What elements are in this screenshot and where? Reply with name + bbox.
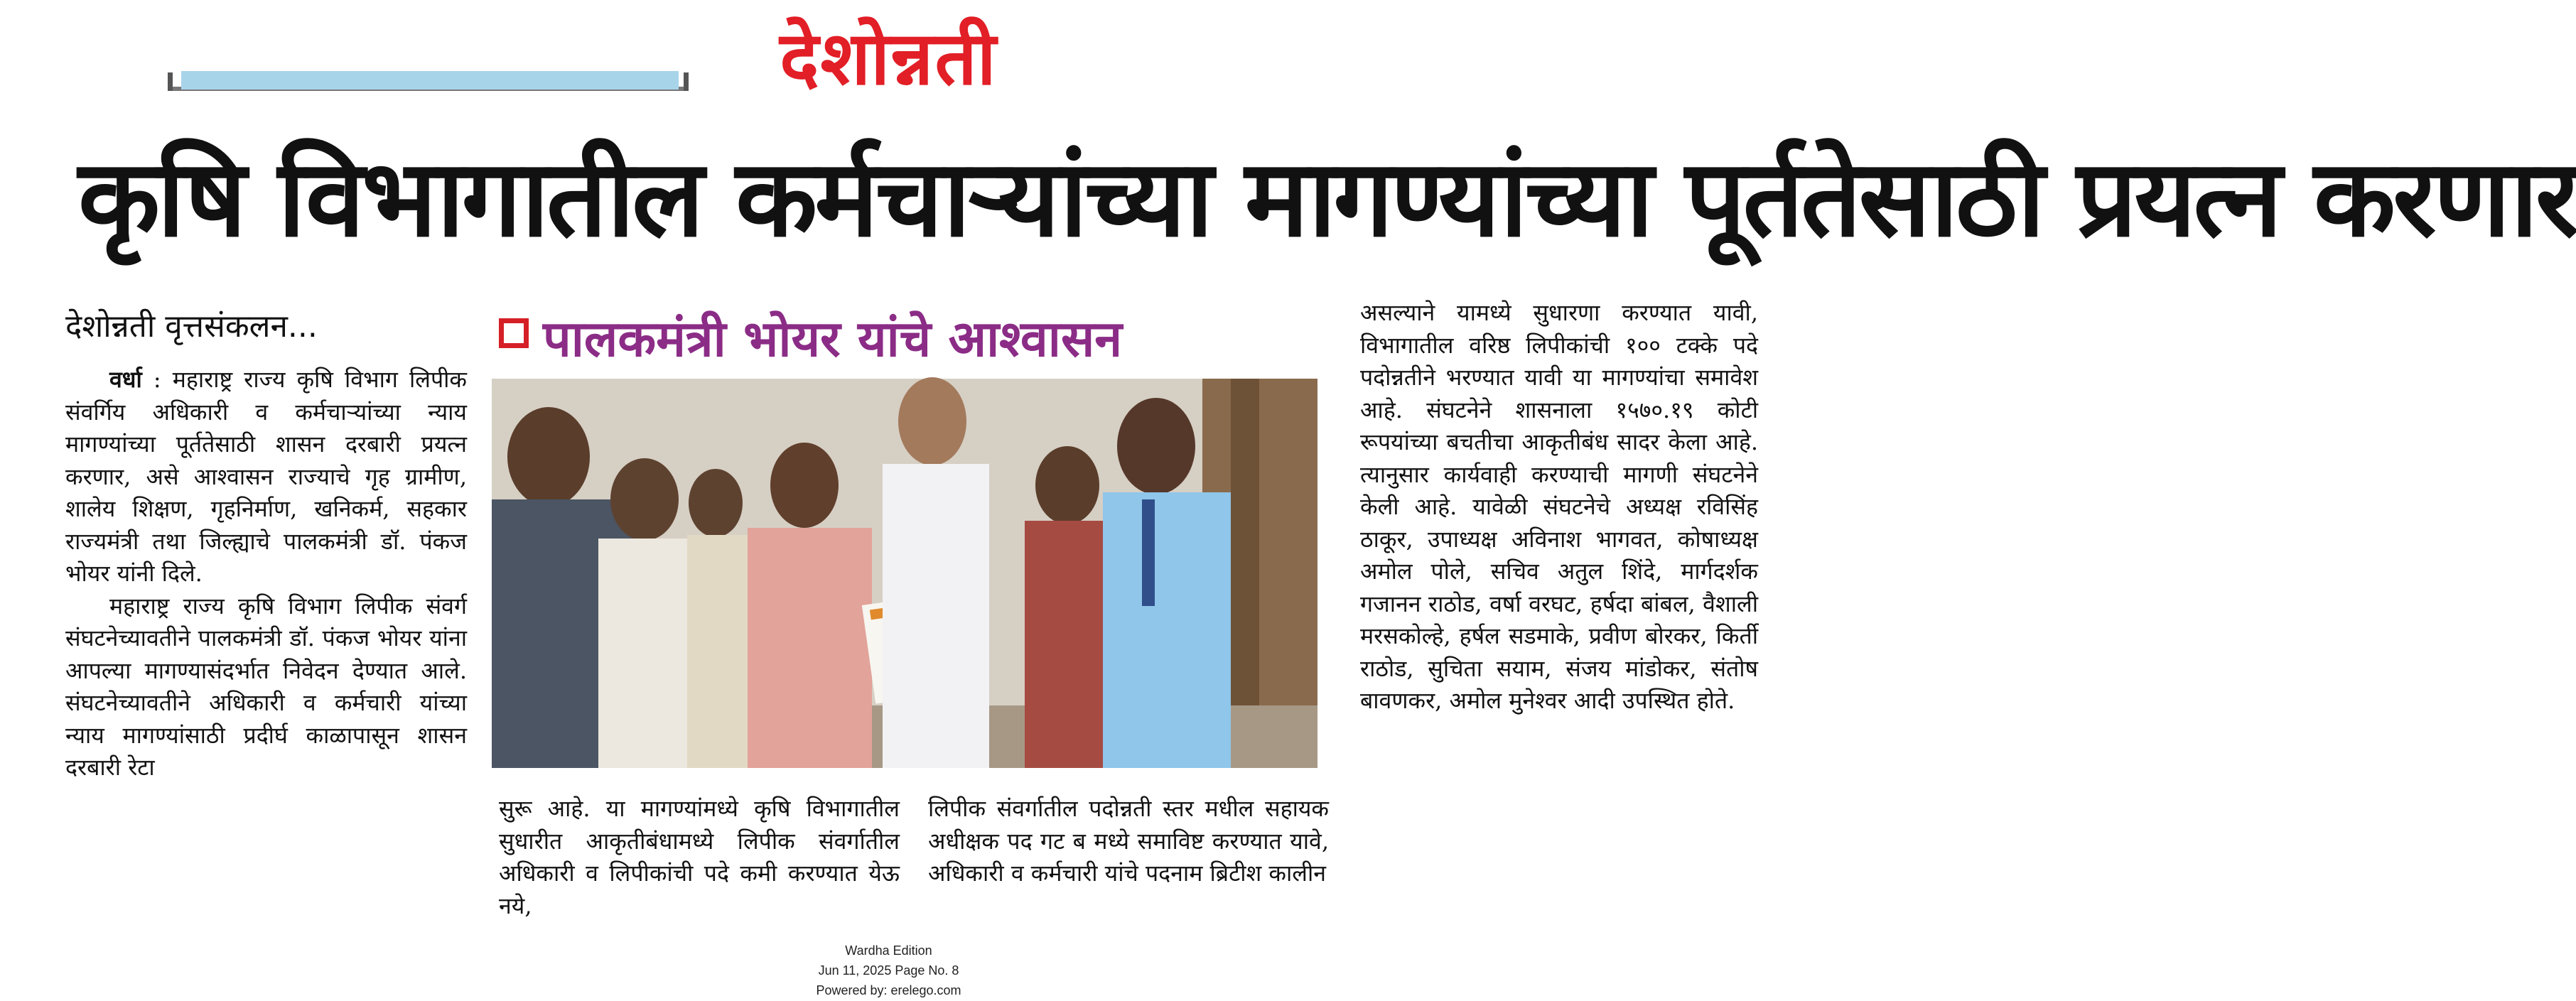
footer-edition: Wardha Edition: [845, 943, 932, 958]
dateline-place: वर्धा: [109, 366, 142, 393]
subhead: पालकमंत्री भोयर यांचे आश्वासन: [543, 310, 1123, 368]
article-column-1: [65, 364, 467, 784]
footer-date-page: Jun 11, 2025 Page No. 8: [818, 963, 959, 978]
paragraph-2: महाराष्ट्र राज्य कृषि विभाग लिपीक संवर्ग संघटनेच्यावतीने पालकमंत्री डॉ. पंकज भोयर यांना आपल्या मागण्यासंदर्भात निवेदन देण्यात आले. संघटनेच्यावतीने अधिकारी व कर्मचारी यांच्या न्याय मागण्यांसाठी प्रदीर्घ काळापासून शासन दरबारी रेटा: [65, 592, 467, 781]
article-column-3: असल्याने यामध्ये सुधारणा करण्यात यावी, विभागातील वरिष्ठ लिपीकांची १०० टक्के पदे पदोन्नतीने भरण्यात यावी या मागण्यांचा समावेश आहे. संघटनेने शासनाला १५७०.१९ कोटी रूपयांच्या बचतीचा आकृतीबंध सादर केला आहे. त्यानुसार कार्यवाही करण्याची मागणी संघटनेने केली आहे. यावेळी संघटनेचे अध्यक्ष रविसिंह ठाकूर, उपाध्यक्ष अविनाश भागवत, कोषाध्यक्ष अमोल पोले, सचिव अतुल शिंदे, मार्गदर्शक गजानन राठोड, वर्षा वरघट, हर्षदा बांबल, वैशाली मरसकोल्हे, हर्षल सडमाके, प्रवीण बोरकर, किर्ती राठोड, सुचिता सयाम, संजय मांडोकर, संतोष बावणकर, अमोल मुनेश्वर आदी उपस्थित होते.: [1360, 299, 1758, 714]
headline: कृषि विभागातील कर्मचाऱ्यांच्या मागण्यांच्या पूर्ततेसाठी प्रयत्न करणार: [78, 137, 2576, 261]
top-rule-right-tick: [684, 72, 689, 91]
news-photo: [492, 379, 1317, 768]
article-column-2b: लिपीक संवर्गातील पदोन्नती स्तर मधील सहायक अधीक्षक पद गट ब मध्ये समाविष्ट करण्यात यावे, अधिकारी व कर्मचारी यांचे पदनाम ब्रिटीश कालीन: [928, 795, 1329, 887]
paragraph-1-text: : महाराष्ट्र राज्य कृषि विभाग लिपीक संवर्गिय अधिकारी व कर्मचाऱ्यांच्या न्याय मागण्यांच्या पूर्ततेसाठी शासन दरबारी प्रयत्न करणार, असे आश्वासन राज्याचे गृह ग्रामीण, शालेय शिक्षण, गृहनिर्माण, खनिकर्म, सहकार राज्यमंत्री तथा जिल्ह्याचे पालकमंत्री डॉ. पंकज भोयर यांनी दिले.: [65, 366, 467, 587]
top-rule-left-tick: [168, 72, 173, 91]
photo-illustration: [492, 379, 1317, 768]
masthead-logo: देशोन्नती: [780, 15, 998, 102]
subhead-bullet-icon: [499, 318, 529, 348]
byline: देशोन्नती वृत्तसंकलन...: [65, 308, 318, 345]
cropped-banner-strip: [181, 71, 679, 90]
paragraph-1: [65, 364, 467, 590]
article-column-2a: सुरू आहे. या मागण्यांमध्ये कृषि विभागातील सुधारीत आकृतीबंधामध्ये लिपीक संवर्गातील अधिकारी व लिपीकांची पदे कमी करण्यात येऊ नये,: [499, 795, 900, 919]
footer-powered-by: Powered by: erelego.com: [816, 983, 961, 997]
